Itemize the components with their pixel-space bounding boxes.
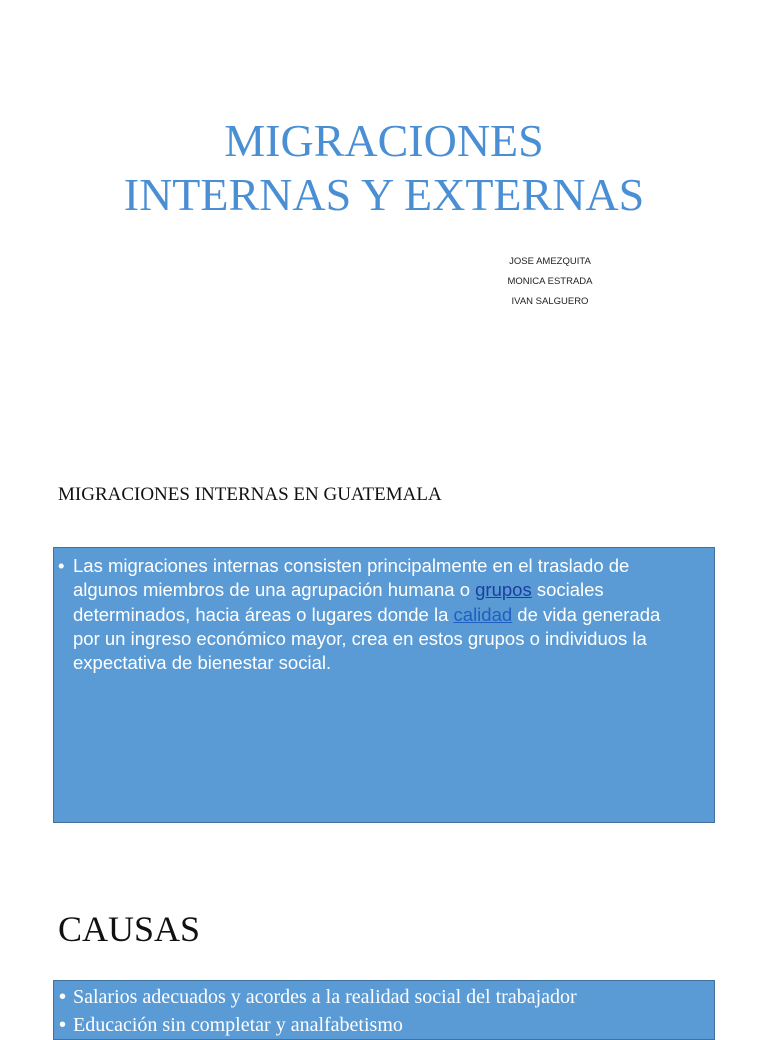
title-line-1: MIGRACIONES	[224, 115, 544, 166]
causas-heading: CAUSAS	[58, 909, 201, 949]
presentation-title	[0, 114, 768, 222]
paragraph-text: Las migraciones internas consisten principalmente en el traslado de algunos miembros de una agrupación humana o	[73, 555, 630, 601]
bullet-icon: •	[59, 1014, 67, 1036]
section-heading: MIGRACIONES INTERNAS EN GUATEMALA	[58, 484, 442, 505]
paragraph-text: sociales determinados, hacia áreas o lugares donde la	[73, 579, 604, 625]
bullet-icon: •	[58, 555, 65, 576]
author-name: JOSE AMEZQUITA	[509, 256, 591, 267]
causa-item: Salarios adecuados y acordes a la realidad social del trabajador	[73, 986, 577, 1008]
grupos-link[interactable]: grupos	[475, 579, 532, 601]
bullet-icon: •	[59, 986, 67, 1008]
paragraph-text: de vida generada por un ingreso económico mayor, crea en estos grupos o individuos la expectativa de bienestar social.	[73, 603, 661, 674]
causa-item: Educación sin completar y analfabetismo	[73, 1014, 403, 1036]
calidad-link[interactable]: calidad	[453, 603, 513, 625]
author-list	[490, 252, 610, 312]
author-name: IVAN SALGUERO	[511, 296, 589, 307]
title-line-2: INTERNAS Y EXTERNAS	[123, 169, 645, 220]
author-name: MONICA ESTRADA	[507, 276, 593, 287]
causas-textbox	[53, 980, 715, 1040]
internal-migration-textbox	[53, 547, 715, 823]
